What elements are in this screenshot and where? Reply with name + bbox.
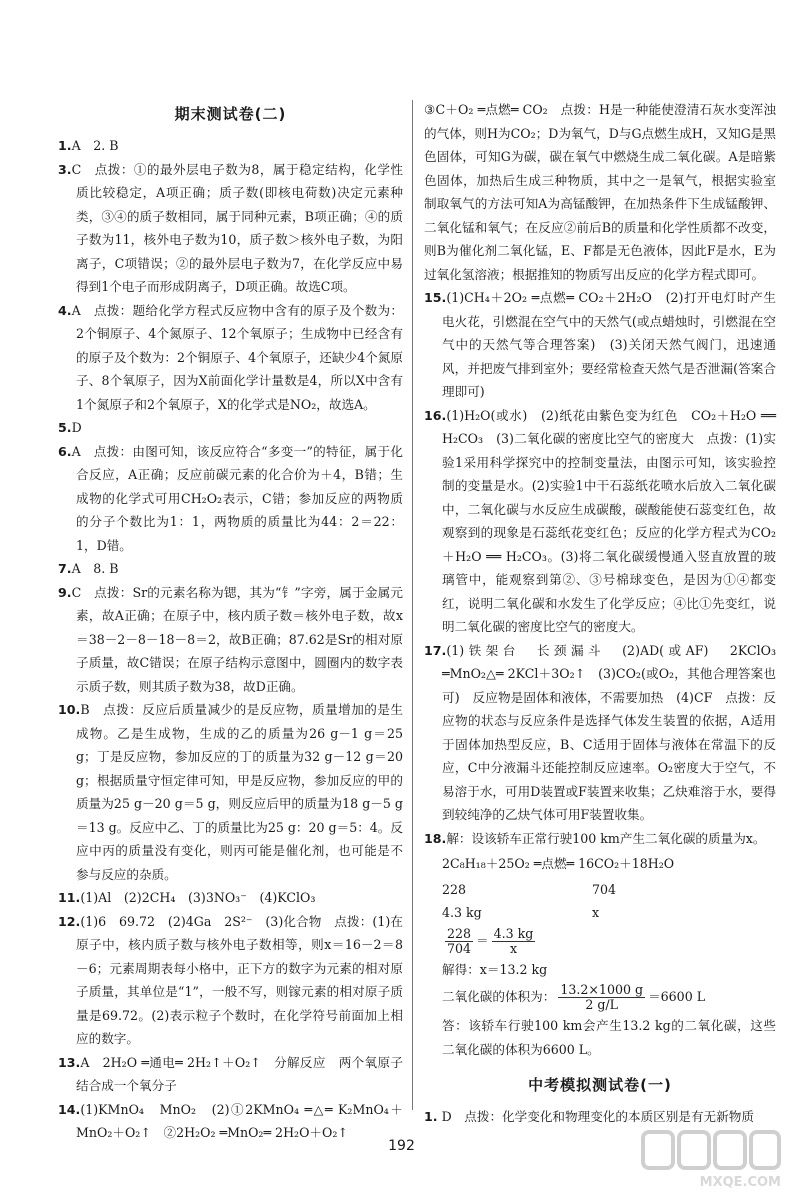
- item-number: 12.: [58, 913, 81, 929]
- answer-item: [424, 286, 776, 404]
- fraction-2-top: 4.3 kg: [493, 925, 534, 941]
- fraction-2: [492, 927, 536, 956]
- fraction-1-top: 228: [447, 925, 472, 941]
- item-text: C 点拨：①的最外层电子数为8，属于稳定结构，化学性质比较稳定，A项正确；质子数(即核电荷数)决定元素种类，③④的质子数相同，属于同种元素，B项正确；④的质子数为11，核外电子数为10，质子数＞核外电子数，为阳离子，C项错误；②的最外层电子数为7，在化学反应中易得到1个电子而形成阴离子，D项正确。故选C项。: [71, 161, 403, 294]
- item-number: 7.: [58, 561, 72, 576]
- calc-equation: 2C₈H₁₈＋25O₂ ═点燃═ 16CO₂＋18H₂O: [442, 856, 675, 871]
- item-number: 6.: [58, 443, 72, 459]
- fraction-2-bottom: x: [509, 940, 518, 956]
- answer-item: [424, 98, 776, 286]
- item-number: 5.: [58, 420, 72, 435]
- answer-item: [424, 827, 776, 851]
- answer-item: [58, 416, 403, 440]
- item-text: (1)KMnO₄ MnO₂ (2)①2KMnO₄ ═△═ K₂MnO₄＋MnO₂＋O₂↑ ②2H₂O₂ ═MnO₂═ 2H₂O＋O₂↑: [76, 1101, 403, 1140]
- section2-item: [424, 1105, 776, 1129]
- item-number: 3.: [58, 161, 72, 177]
- item-text: (1)铁架台 长颈漏斗 (2)AD(或AF) 2KClO₃ ═MnO₂△═ 2KCl＋3O₂↑ (3)CO₂(或O₂，其他合理答案也可) 反应物是固体和液体，不需要加热 (4)CF 点拨：反应物的状态与反应条件是选择气体发生装置的依据，A适用于固体加热型反应，B、C适用于固体与液体在常温下的反应，C中分液漏斗还能控制反应速率。O₂密度大于空气，不易溶于水，可用D装置或F装置来收集；乙炔难溶于水，要得到较纯净的乙炔气体可用F装置收集。: [442, 642, 776, 822]
- page-number: 192: [388, 1138, 415, 1154]
- section-title: 期末测试卷(二): [174, 105, 287, 123]
- item-text: A 点拨：由图可知，该反应符合“多变一”的特征，属于化合反应，A正确；反应前碳元素的化合价为＋4，B错；生成物的化学式可用CH₂O₂表示，C错；参加反应的两物质的分子个数比为1：1，两物质的质量比为44：2＝22：1，D错。: [71, 443, 403, 553]
- item-number: 18.: [424, 830, 447, 846]
- right-answer-list: [424, 98, 776, 850]
- item-number: 15.: [424, 290, 447, 305]
- item-number: 10.: [58, 702, 81, 717]
- volume-prefix: 二氧化碳的体积为：: [442, 989, 556, 1004]
- calc-row1-right: 704: [592, 881, 617, 897]
- item-text: A 2H₂O ═通电═ 2H₂↑＋O₂↑ 分解反应 两个氧原子结合成一个氧分子: [76, 1054, 403, 1093]
- left-answer-list: [58, 134, 403, 1145]
- calculation-block: [424, 852, 776, 1061]
- watermark-text: MXQE.COM: [699, 1175, 781, 1190]
- item-number: 16.: [424, 407, 447, 423]
- answer-item: [424, 639, 776, 827]
- item-number: 13.: [58, 1054, 81, 1070]
- item-number: 4.: [58, 302, 72, 318]
- answer-item: [58, 299, 403, 417]
- answer-item: [58, 440, 403, 558]
- answer-item: [58, 698, 403, 886]
- fraction-1: [445, 927, 473, 956]
- answer-item: [58, 557, 403, 581]
- right-column: [424, 98, 776, 1129]
- item-text: (1)H₂O(或水) (2)纸花由紫色变为红色 CO₂＋H₂O ══ H₂CO₃ (3)二氧化碳的密度比空气的密度大 点拨：(1)实验1采用科学探究中的控制变量法，由图示可知，该实验控制的变量是水。(2)实验1中干石蕊纸花喷水后放入二氧化碳中，二氧化碳与水反应生成碳酸，碳酸能使石蕊变红色，故观察到的现象是石蕊纸花变红色；反应的化学方程式为CO₂＋H₂O ══ H₂CO₃。(3)将二氧化碳缓慢通入竖直放置的玻璃管中，能观察到第②、③号棉球变色，是因为①④都变红，说明二氧化碳和水发生了化学反应；④比①先变红，说明二氧化碳的密度比空气的密度大。: [442, 407, 776, 634]
- answer-item: [58, 910, 403, 1051]
- calc-row1-left: 228: [442, 881, 467, 897]
- item-text: D: [71, 420, 82, 435]
- answer-item: [58, 1051, 403, 1098]
- item-text: D 点拨：化学变化和物理变化的本质区别是有无新物质: [441, 1109, 754, 1124]
- item-text: A 2. B: [71, 138, 119, 153]
- left-column: [58, 100, 403, 1145]
- fraction-1-bottom: 704: [447, 940, 472, 956]
- item-text: ③C＋O₂ ═点燃═ CO₂ 点拨：H是一种能使澄清石灰水变浑浊的气体，则H为CO₂；D为氧气，D与G点燃生成H，又知G是黑色固体，可知G为碳，碳在氧气中燃烧生成二氧化碳。A是暗紫色固体，加热后生成三种物质，其中之一是氧气，根据实验室制取氧气的方法可知A为高锰酸钾，在加热条件下生成锰酸钾、二氧化锰和氧气；在反应②前后B的质量和化学性质都不改变，则B为催化剂二氧化锰，E、F都是无色液体，因此F是水，E为过氧化氢溶液；根据推知的物质写出反应的化学方程式即可。: [424, 102, 776, 282]
- calc-proportion: $\frac{228}{704}$ ＝ $\frac{4.3 kg}{x}$: [447, 925, 534, 956]
- answer-item: [58, 581, 403, 699]
- item-text: A 8. B: [71, 561, 119, 576]
- item-text: (1)Al (2)2CH₄ (3)3NO₃⁻ (4)KClO₃: [80, 890, 316, 905]
- answer-item: [58, 158, 403, 299]
- item-text: A 点拨：题给化学方程式反应物中含有的原子及个数为：2个铜原子、4个氮原子、12个氧原子；生成物中已经含有的原子及个数为：2个铜原子、4个氧原子，还缺少4个氮原子、8个氧原子，因为X前面化学计量数是4，所以X中含有1个氮原子和2个氧原子，X的化学式是NO₂，故选A。: [71, 302, 403, 412]
- volume-fraction-top: 13.2×1000 g: [560, 982, 644, 997]
- calc-ratio-grid: [424, 878, 776, 925]
- item-number: 11.: [58, 890, 81, 905]
- section2-title: 中考模拟测试卷(一): [528, 1076, 672, 1094]
- volume-fraction: [558, 983, 645, 1012]
- item-number: 1.: [424, 1109, 438, 1124]
- calc-answer: 答：该轿车行驶100 km会产生13.2 kg的二氧化碳，这些二氧化碳的体积为6600 L。: [442, 1018, 776, 1057]
- item-number: 9.: [58, 584, 72, 600]
- answer-item: [424, 404, 776, 639]
- item-number: 14.: [58, 1101, 81, 1117]
- calc-solution: 解得：x＝13.2 kg: [442, 961, 548, 977]
- calc-row2-left: 4.3 kg: [442, 905, 482, 920]
- column-divider: [412, 100, 413, 1110]
- item-text: C 点拨：Sr的元素名称为锶，其为“钅”字旁，属于金属元素，故A正确；在原子中，核内质子数＝核外电子数，故x＝38－2－8－18－8＝2，故B正确；87.62是Sr的相对原子质量，故C错误；在原子结构示意图中，圆圈内的数字表示质子数，则其质子数为38，故D正确。: [71, 584, 403, 694]
- item-number: 17.: [424, 642, 447, 658]
- answer-item: [58, 134, 403, 158]
- watermark-icon: [641, 1130, 781, 1174]
- item-text: (1)CH₄＋2O₂ ═点燃═ CO₂＋2H₂O (2)打开电灯时产生电火花，引燃混在空气中的天然气(或点蜡烛时，引燃混在空气中的天然气等合理答案) (3)关闭天然气阀门，迅速通风，并把废气排到室外；要经常检查天然气是否泄漏(答案合理即可): [442, 290, 776, 399]
- item-text: B 点拨：反应后质量减少的是反应物，质量增加的是生成物。乙是生成物，生成的乙的质量为26 g－1 g＝25 g；丁是反应物，参加反应的丁的质量为32 g－12 g＝20 g；根据质量守恒定律可知，甲是反应物，参加反应的甲的质量为25 g－20 g＝5 g，则反应后甲的质量为18 g－5 g＝13 g。反应中乙、丁的质量比为25 g：20 g＝5：4。反应中丙的质量没有变化，则丙可能是催化剂，也可能是不参与反应的杂质。: [76, 702, 403, 882]
- item-text: (1)6 69.72 (2)4Ga 2S²⁻ (3)化合物 点拨：(1)在原子中，核内质子数与核外电子数相等，则x＝16－2＝8－6；元素周期表每小格中，正下方的数字为元素的相对原子质量，其单位是“1”，一般不写，则镓元素的相对原子质量是69.72。(2)表示粒子个数时，在化学符号前面加上相应的数字。: [76, 913, 403, 1046]
- watermark-logo: [641, 1130, 781, 1190]
- answer-item: [58, 886, 403, 910]
- item-text: 解：设该轿车正常行驶100 km产生二氧化碳的质量为x。: [446, 830, 766, 846]
- calc-row2-right: x: [592, 905, 600, 920]
- calc-volume: [424, 983, 776, 1012]
- volume-result: ＝6600 L: [648, 989, 706, 1004]
- volume-fraction-bottom: 2 g/L: [585, 997, 619, 1012]
- item-number: 1.: [58, 138, 72, 153]
